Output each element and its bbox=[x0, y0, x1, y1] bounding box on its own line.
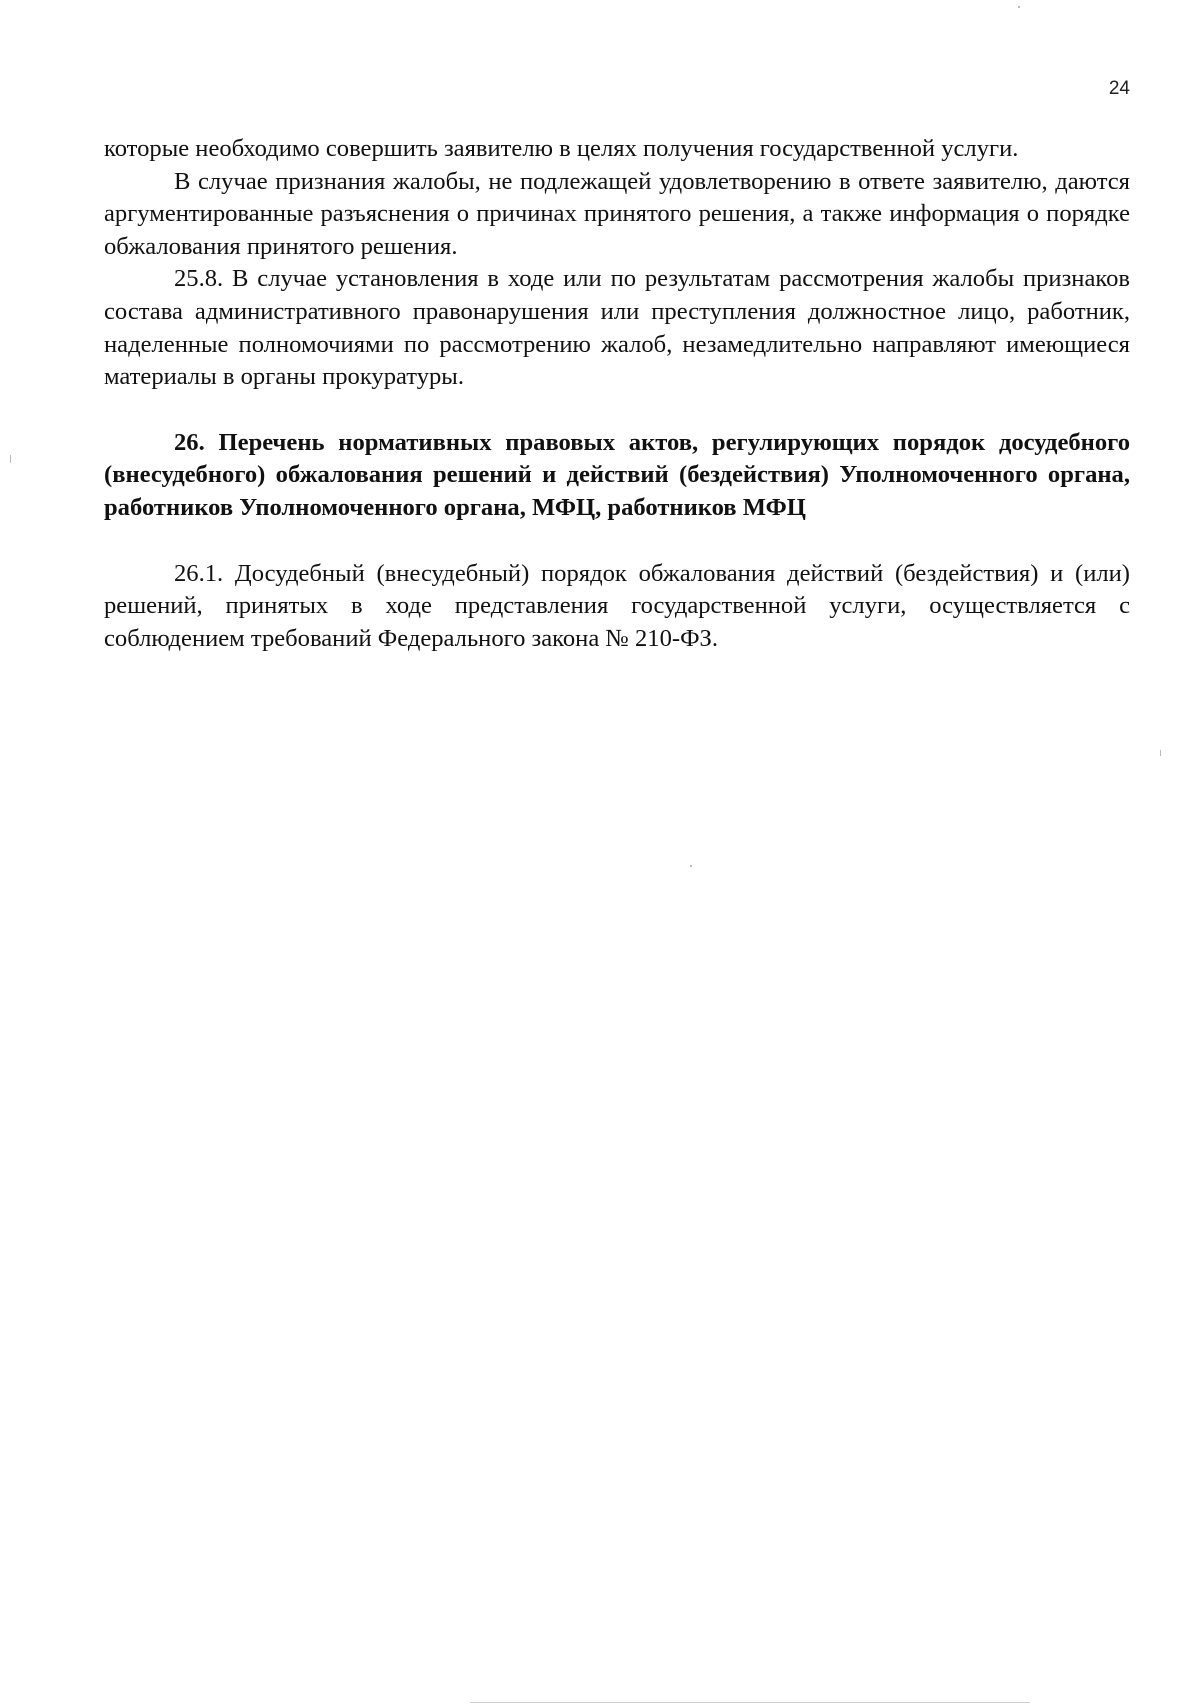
scan-speck bbox=[10, 455, 11, 463]
paragraph-26-1: 26.1. Досудебный (внесудебный) порядок обжалования действий (бездействия) и (или) решений, принятых в ходе представления государственной услуги, осуществляется с соблюдением требований Федерального закона № 210-ФЗ. bbox=[104, 559, 1130, 652]
document-body bbox=[104, 133, 1130, 655]
section-heading-26: 26. Перечень нормативных правовых актов, регулирующих порядок досудебного (внесудебного) обжалования решений и действий (бездействия) Уполномоченного органа, работников Уполномоченного органа, МФЦ, работников МФЦ bbox=[104, 428, 1130, 521]
paragraph-complaint-rejection: В случае признания жалобы, не подлежащей удовлетворению в ответе заявителю, даются аргументированные разъяснения о причинах принятого решения, а также информация о порядке обжалования принятого решения. bbox=[104, 167, 1130, 260]
page-number: 24 bbox=[1108, 78, 1130, 99]
scan-edge-line bbox=[470, 1702, 1030, 1703]
scan-speck bbox=[690, 865, 692, 867]
paragraph-25-8: 25.8. В случае установления в ходе или по результатам рассмотрения жалобы признаков состава административного правонарушения или преступления должностное лицо, работник, наделенные полномочиями по рассмотрению жалоб, незамедлительно направляют имеющиеся материалы в органы прокуратуры. bbox=[104, 265, 1130, 391]
scan-speck bbox=[1160, 750, 1161, 756]
scan-speck bbox=[1018, 6, 1020, 8]
paragraph-continuation: которые необходимо совершить заявителю в целях получения государственной услуги. bbox=[104, 135, 1019, 162]
